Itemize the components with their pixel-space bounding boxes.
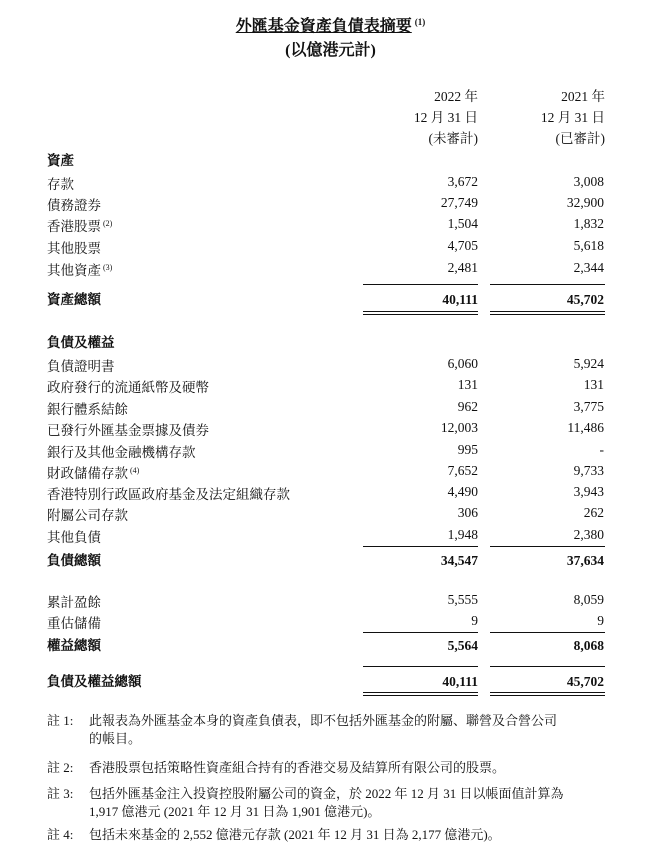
value-2022: 5,555 [447, 592, 478, 607]
value-2022: 40,111 [442, 292, 478, 307]
value-2022: 1,948 [447, 527, 478, 542]
value-2021: 3,775 [573, 399, 604, 414]
row-label: 重估儲備 [47, 616, 101, 631]
value-2021: 131 [583, 377, 604, 392]
subtotal-rule [490, 666, 605, 667]
value-2022: 34,547 [440, 553, 478, 568]
column-year: 2022 年 [434, 89, 478, 104]
footnote-text: 包括未來基金的 2,552 億港元存款 (2021 年 12 月 31 日為 2,177 億港元)。 [89, 827, 501, 842]
subtotal-rule [490, 632, 605, 633]
row-label: 銀行及其他金融機構存款 [47, 445, 196, 460]
value-2021: 32,900 [566, 195, 604, 210]
value-2022: 131 [457, 377, 478, 392]
value-2022: 5,564 [447, 638, 478, 653]
footnote-key: 註 2: [47, 760, 74, 775]
value-2021: 45,702 [566, 292, 604, 307]
column-header-2021 [485, 86, 605, 149]
value-2021: 9,733 [573, 463, 604, 478]
value-2022: 12,003 [440, 420, 478, 435]
table-row [47, 439, 607, 460]
table-row [47, 235, 607, 256]
title-text: 外匯基金資產負債表摘要 [235, 18, 412, 35]
column-year: 2021 年 [561, 89, 605, 104]
column-date: 12 月 31 日 [540, 110, 605, 125]
report-subtitle: (以億港元計) [285, 42, 376, 59]
table-row [47, 213, 607, 234]
table-row [47, 524, 607, 545]
value-2021: 8,068 [573, 638, 604, 653]
liabilities-heading: 負債及權益 [47, 335, 115, 350]
value-2021: 9 [597, 613, 604, 628]
row-label: 負債證明書 [47, 359, 115, 374]
row-label: 存款 [47, 177, 74, 192]
value-2022: 306 [457, 505, 478, 520]
table-row [47, 374, 607, 395]
value-2021: 45,702 [566, 674, 604, 689]
equity-total-row [47, 635, 607, 656]
value-2021: 2,380 [573, 527, 604, 542]
value-2022: 995 [457, 442, 478, 457]
footnote-key: 註 4: [47, 827, 74, 842]
table-row [47, 460, 607, 481]
table-row [47, 171, 607, 192]
value-2022: 9 [471, 613, 478, 628]
footnote-text: 香港股票包括策略性資產組合持有的香港交易及結算所有限公司的股票。 [89, 760, 506, 775]
row-label: 香港股票 $^{(2)}$ [47, 219, 113, 234]
row-label: 政府發行的流通紙幣及硬幣 [47, 380, 209, 395]
column-status: (未審計) [428, 131, 478, 146]
row-label: 債務證券 [47, 198, 101, 213]
value-2022: 3,672 [447, 174, 478, 189]
total-rule [490, 692, 605, 693]
total-rule [363, 314, 478, 315]
column-header-2022 [358, 86, 478, 149]
value-2022: 2,481 [447, 260, 478, 275]
table-row [47, 353, 607, 374]
column-date: 12 月 31 日 [413, 110, 478, 125]
value-2021: - [599, 442, 604, 457]
footnote-key: 註 1: [47, 713, 74, 728]
row-label: 其他資產 $^{(3)}$ [47, 263, 113, 278]
table-row [47, 481, 607, 502]
total-rule [490, 695, 605, 696]
subtotal-rule [363, 632, 478, 633]
title-footnote-ref: (1) [414, 17, 426, 27]
row-label: 附屬公司存款 [47, 508, 128, 523]
value-2022: 7,652 [447, 463, 478, 478]
value-2022: 962 [457, 399, 478, 414]
value-2021: 3,008 [573, 174, 604, 189]
subtotal-rule [363, 284, 478, 285]
column-status: (已審計) [555, 131, 605, 146]
footnote-key: 註 3: [47, 786, 74, 801]
total-rule [363, 692, 478, 693]
row-label: 權益總額 [47, 638, 101, 653]
row-label: 銀行體系結餘 [47, 402, 128, 417]
total-rule [490, 314, 605, 315]
table-row [47, 417, 607, 438]
value-2022: 4,490 [447, 484, 478, 499]
value-2021: 5,924 [573, 356, 604, 371]
footnote-text: 此報表為外匯基金本身的資產負債表，即不包括外匯基金的附屬、聯營及合營公司 的帳目。 [89, 713, 558, 746]
table-row [47, 396, 607, 417]
row-label: 其他股票 [47, 241, 101, 256]
row-label: 累計盈餘 [47, 595, 101, 610]
row-label: 資產總額 [47, 292, 101, 307]
liabilities-total-row [47, 550, 607, 571]
value-2022: 1,504 [447, 216, 478, 231]
table-row [47, 589, 607, 610]
total-rule [363, 311, 478, 312]
row-label: 負債及權益總額 [47, 674, 142, 689]
value-2022: 27,749 [440, 195, 478, 210]
assets-heading: 資產 [47, 153, 74, 168]
value-2022: 6,060 [447, 356, 478, 371]
grand-total-row [47, 671, 607, 692]
subtotal-rule [363, 666, 478, 667]
value-2021: 11,486 [567, 420, 604, 435]
table-row [47, 192, 607, 213]
value-2022: 4,705 [447, 238, 478, 253]
row-label: 財政儲備存款 $^{(4)}$ [47, 466, 140, 481]
value-2021: 2,344 [573, 260, 604, 275]
subtotal-rule [363, 546, 478, 547]
row-label: 香港特別行政區政府基金及法定組織存款 [47, 487, 290, 502]
value-2021: 3,943 [573, 484, 604, 499]
assets-total-row [47, 289, 607, 310]
row-label: 已發行外匯基金票據及債券 [47, 423, 209, 438]
value-2021: 1,832 [573, 216, 604, 231]
total-rule [490, 311, 605, 312]
value-2021: 37,634 [566, 553, 604, 568]
row-label: 其他負債 [47, 530, 101, 545]
total-rule [363, 695, 478, 696]
value-2021: 262 [583, 505, 604, 520]
subtotal-rule [490, 284, 605, 285]
value-2021: 5,618 [573, 238, 604, 253]
table-row [47, 257, 607, 278]
report-title [0, 13, 661, 36]
table-row [47, 502, 607, 523]
value-2021: 8,059 [573, 592, 604, 607]
subtotal-rule [490, 546, 605, 547]
footnote-text: 包括外匯基金注入投資控股附屬公司的資金，於 2022 年 12 月 31 日以帳面值計算為 1,917 億港元 (2021 年 12 月 31 日為 1,901 億港元)。 [89, 786, 564, 819]
table-row [47, 610, 607, 631]
row-label: 負債總額 [47, 553, 101, 568]
value-2022: 40,111 [442, 674, 478, 689]
